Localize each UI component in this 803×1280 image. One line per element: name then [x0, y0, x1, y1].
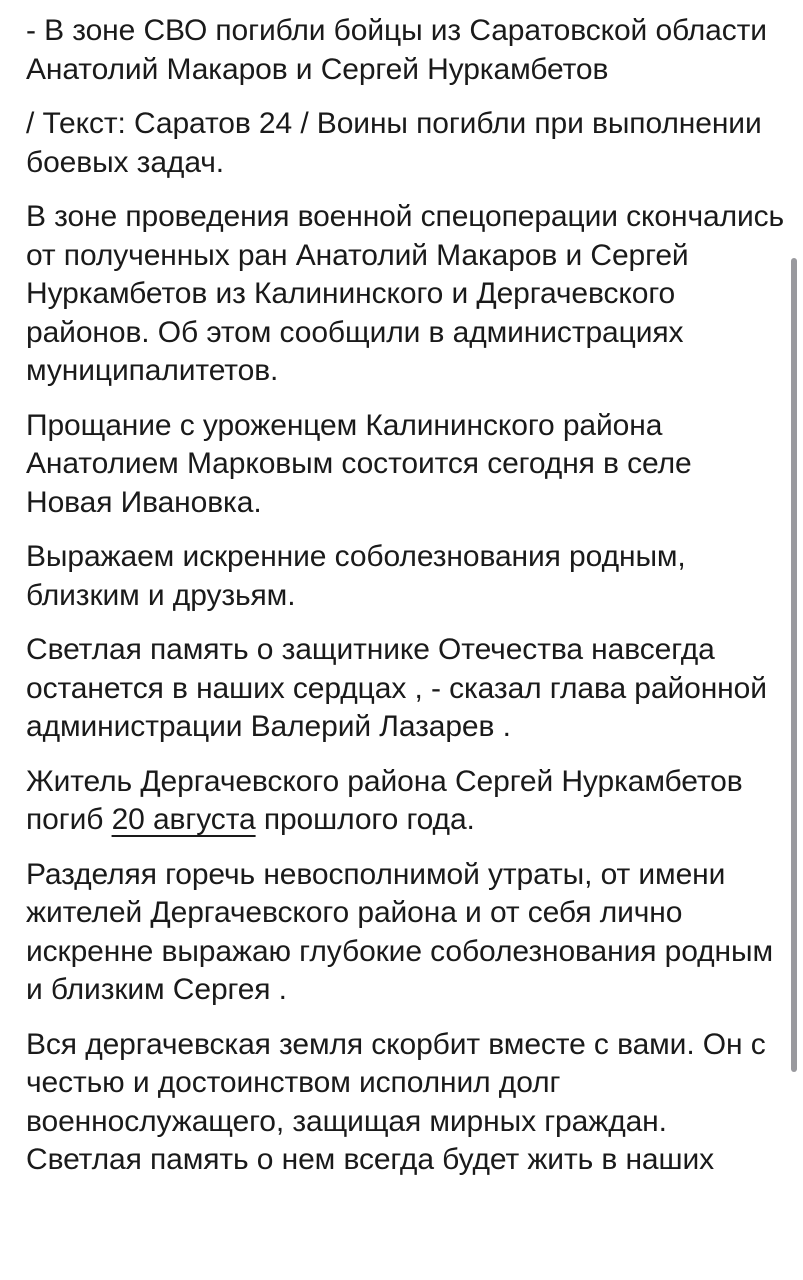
article-paragraph: Вся дергачевская земля скорбит вместе с вами. Он с честью и достоинством исполнил долг военнослужащего, защищая мирных граждан. Светлая память о нем всегда будет жить в наших	[26, 1027, 766, 1176]
article-paragraph: Разделяя горечь невосполнимой утраты, от имени жителей Дергачевского района и от себя лично искренне выражаю глубокие соболезнования родным и близким Сергея .	[26, 857, 773, 1006]
article-headline: - В зоне СВО погибли бойцы из Саратовской области Анатолий Макаров и Сергей Нуркамбетов	[26, 14, 767, 86]
article-paragraph	[26, 763, 786, 840]
vertical-scrollbar[interactable]	[791, 258, 797, 1072]
paragraph-text: прошлого года.	[255, 803, 475, 836]
article-paragraph: В зоне проведения военной спецоперации скончались от полученных ран Анатолий Макаров и Сергей Нуркамбетов из Калининского и Дергачевского районов. Об этом сообщили в администрациях муниципалитетов.	[26, 200, 785, 387]
article-paragraph: Выражаем искренние соболезнования родным, близким и друзьям.	[26, 540, 686, 612]
article-source-line: / Текст: Саратов 24 / Воины погибли при выполнении боевых задач.	[26, 107, 762, 179]
article-paragraph: Прощание с уроженцем Калининского района Анатолием Марковым состоится сегодня в селе Новая Ивановка.	[26, 408, 692, 519]
date-link[interactable]: 20 августа	[111, 803, 256, 836]
article-body	[26, 12, 786, 1196]
paragraph-text: Житель Дергачевского района Сергей Нуркамбетов погиб	[26, 764, 743, 836]
article-paragraph: Светлая память о защитнике Отечества навсегда останется в наших сердцах , - сказал глава районной администрации Валерий Лазарев .	[26, 633, 767, 743]
